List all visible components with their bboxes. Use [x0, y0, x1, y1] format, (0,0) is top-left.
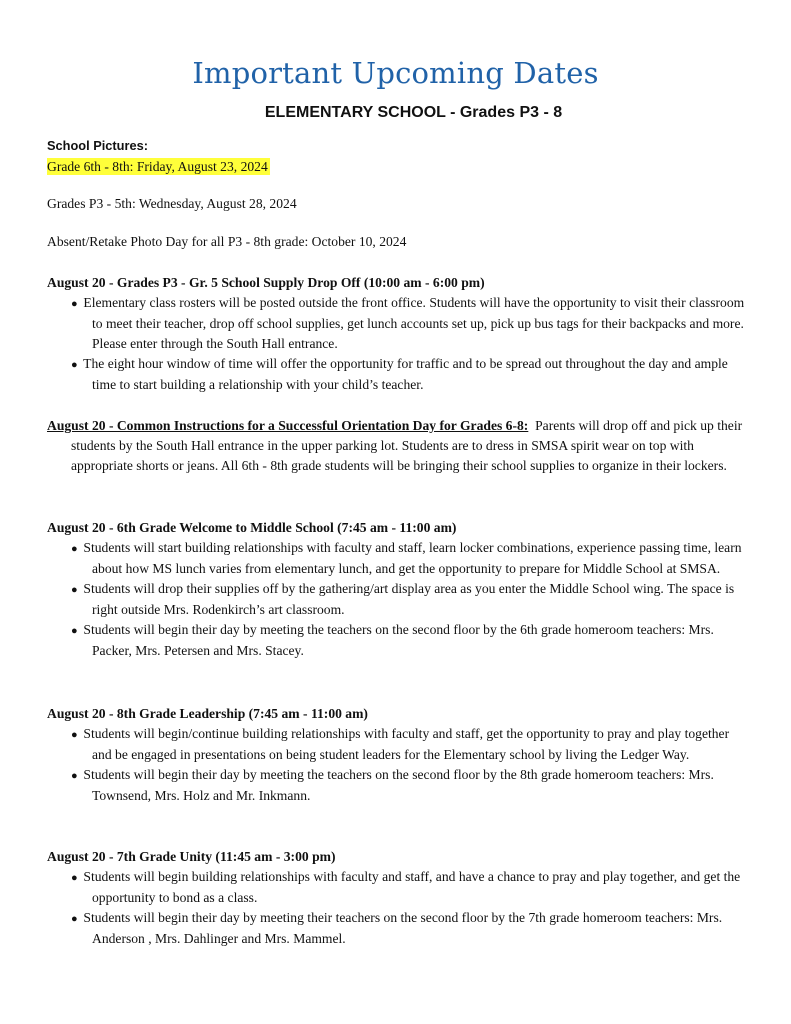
- list-item: ● Students will begin/continue building relationships with faculty and staff, get the opportunity to pray and play together and be engaged in presentations on being student leaders for the Elementary school by living the Ledger Way.: [71, 726, 730, 762]
- pictures-label: School Pictures:: [47, 138, 148, 153]
- orientation-section: [47, 416, 751, 476]
- pictures-line-2: Grades P3 - 5th: Wednesday, August 28, 2024: [47, 196, 297, 211]
- pictures-section: [47, 136, 751, 177]
- list-item: ● Students will begin building relationships with faculty and staff, and have a chance to pray and play together, and get the opportunity to bond as a class.: [71, 869, 741, 905]
- list-item: ● Students will start building relationships with faculty and staff, learn locker combinations, experience passing time, learn about how MS lunch varies from elementary lunch, and get the opportunity to prepare for Middle School at SMSA.: [71, 540, 742, 576]
- supply-section: [47, 273, 751, 395]
- list-item: ● The eight hour window of time will offer the opportunity for traffic and to be spread out throughout the day and ample time to start building a relationship with your child’s teacher.: [71, 356, 728, 392]
- bullet-icon: ●: [71, 584, 78, 596]
- seventh-grade-list: [47, 867, 751, 949]
- seventh-grade-section: [47, 847, 751, 949]
- bullet-icon: ●: [71, 729, 78, 741]
- bullet-icon: ●: [71, 913, 78, 925]
- orientation-heading: August 20 - Common Instructions for a Successful Orientation Day for Grades 6-8:: [47, 418, 529, 433]
- list-item: ● Elementary class rosters will be posted outside the front office. Students will have the opportunity to visit their classroom to meet their teacher, drop off school supplies, get lunch accounts set up, pick up bus tags for their backpacks and more. Please enter through the South Hall entrance.: [71, 295, 745, 351]
- eighth-grade-list: [47, 724, 751, 806]
- list-item: ● Students will begin their day by meeting their teachers on the second floor by the 7th grade homeroom teachers: Mrs. Anderson , Mrs. Dahlinger and Mrs. Mammel.: [71, 910, 723, 946]
- list-item: ● Students will begin their day by meeting the teachers on the second floor by the 6th grade homeroom teachers: Mrs. Packer, Mrs. Petersen and Mrs. Stacey.: [71, 622, 714, 658]
- pictures-highlight-line: Grade 6th - 8th: Friday, August 23, 2024: [47, 159, 268, 174]
- sixth-grade-list: [47, 538, 751, 661]
- bullet-icon: ●: [71, 770, 78, 782]
- eighth-grade-heading: August 20 - 8th Grade Leadership (7:45 am - 11:00 am): [47, 706, 368, 721]
- orientation-text: Parents will drop off and pick up their students by the South Hall entrance in the upper parking lot. Students are to dress in SMSA spirit wear on top with appropriate shorts or jeans. All 6th - 8th grade students will be bringing their school supplies to organize in their lockers.: [71, 418, 743, 473]
- bullet-icon: ●: [71, 298, 78, 310]
- supply-heading: August 20 - Grades P3 - Gr. 5 School Supply Drop Off (10:00 am - 6:00 pm): [47, 275, 485, 290]
- sixth-grade-section: [47, 518, 751, 661]
- bullet-icon: ●: [71, 625, 78, 637]
- bullet-icon: ●: [71, 359, 78, 371]
- list-item: ● Students will drop their supplies off by the gathering/art display area as you enter the Middle School wing. The space is right outside Mrs. Rodenkirch’s art classroom.: [71, 581, 735, 617]
- pictures-line-3: Absent/Retake Photo Day for all P3 - 8th grade: October 10, 2024: [47, 234, 407, 249]
- eighth-grade-section: [47, 704, 751, 806]
- bullet-icon: ●: [71, 872, 78, 884]
- sixth-grade-heading: August 20 - 6th Grade Welcome to Middle School (7:45 am - 11:00 am): [47, 520, 457, 535]
- supply-list: [47, 293, 751, 395]
- bullet-icon: ●: [71, 543, 78, 555]
- list-item: ● Students will begin their day by meeting the teachers on the second floor by the 8th grade homeroom teachers: Mrs. Townsend, Mrs. Holz and Mr. Inkmann.: [71, 767, 714, 803]
- page-subtitle: ELEMENTARY SCHOOL - Grades P3 - 8: [264, 104, 563, 121]
- page-title: Important Upcoming Dates: [192, 56, 599, 90]
- seventh-grade-heading: August 20 - 7th Grade Unity (11:45 am - 3:00 pm): [47, 849, 336, 864]
